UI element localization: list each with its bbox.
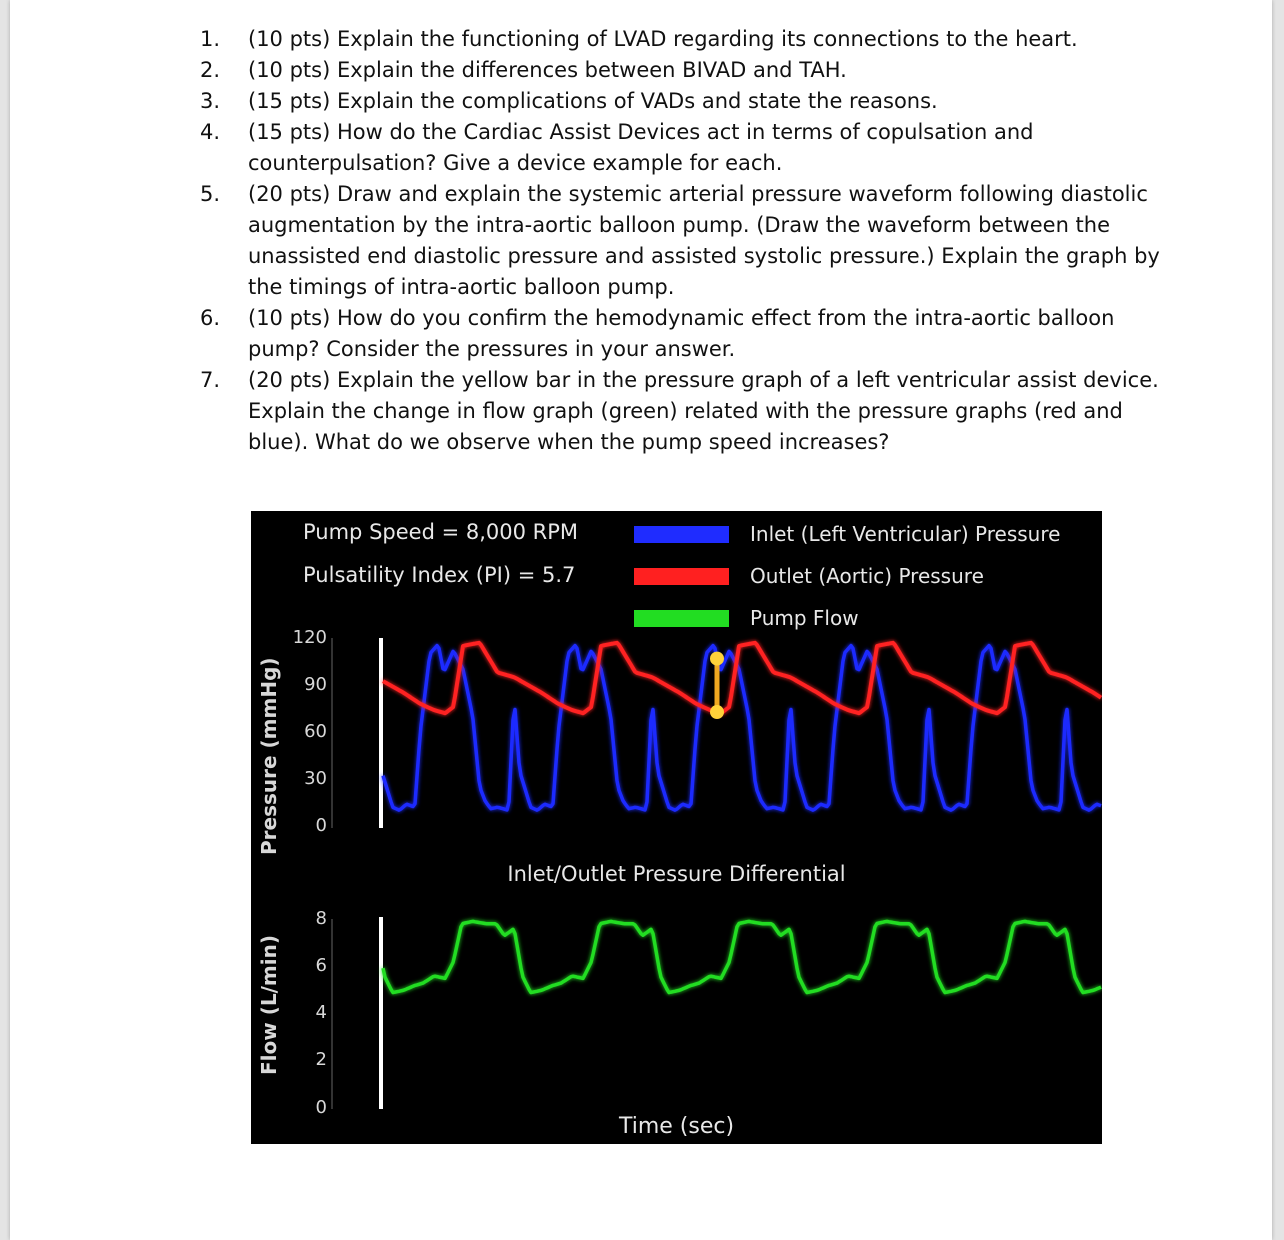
flow-axis-label: Flow (L/min) bbox=[257, 935, 281, 1075]
question-text: (10 pts) How do you confirm the hemodynamic effect from the intra-aortic balloon pump? Consider the pressures in your answer. bbox=[248, 306, 1115, 361]
pressure-tick-90: 90 bbox=[304, 674, 327, 695]
pump-speed-label: Pump Speed = 8,000 RPM bbox=[303, 520, 579, 544]
pressure-tick-120: 120 bbox=[292, 627, 327, 648]
question-text: (20 pts) Explain the yellow bar in the pressure graph of a left ventricular assist device. Explain the change in flow graph (green) related with the pressure graphs (red and blue). What do we observe when the pump speed increases? bbox=[248, 368, 1159, 454]
question-item bbox=[200, 86, 1160, 117]
question-number: 3. bbox=[200, 89, 221, 113]
flow-tick-4: 4 bbox=[315, 1002, 327, 1023]
inlet-left-ventricular-pressure-line bbox=[383, 646, 1101, 811]
flow-tick-0: 0 bbox=[315, 1097, 327, 1118]
question-text: (15 pts) How do the Cardiac Assist Devices act in terms of copulsation and counterpulsation? Give a device example for each. bbox=[248, 120, 1034, 175]
pressure-differential-label: Inlet/Outlet Pressure Differential bbox=[507, 862, 846, 886]
differential-bar-top-dot bbox=[710, 705, 724, 719]
flow-tick-2: 2 bbox=[315, 1049, 327, 1070]
pressure-tick-0: 0 bbox=[315, 815, 327, 836]
differential-bar-bottom-dot bbox=[710, 652, 724, 666]
pressure-tick-30: 30 bbox=[304, 768, 327, 789]
legend-label-flow: Pump Flow bbox=[750, 606, 859, 630]
pump-flow-line bbox=[383, 921, 1101, 992]
flow-tick-8: 8 bbox=[315, 908, 327, 929]
time-axis-label: Time (sec) bbox=[618, 1114, 735, 1139]
question-number: 4. bbox=[200, 120, 221, 144]
question-text: (15 pts) Explain the complications of VADs and state the reasons. bbox=[248, 89, 938, 113]
question-list bbox=[200, 24, 1160, 458]
question-text: (10 pts) Explain the differences between BIVAD and TAH. bbox=[248, 58, 847, 82]
question-item bbox=[200, 24, 1160, 55]
pressure-axis-label: Pressure (mmHg) bbox=[257, 657, 281, 855]
question-number: 1. bbox=[200, 27, 221, 51]
question-number: 5. bbox=[200, 182, 221, 206]
question-number: 7. bbox=[200, 368, 221, 392]
question-item bbox=[200, 117, 1160, 179]
legend-label-inlet: Inlet (Left Ventricular) Pressure bbox=[750, 522, 1061, 546]
question-item bbox=[200, 303, 1160, 365]
waveform-plot bbox=[251, 511, 1102, 1144]
question-number: 6. bbox=[200, 306, 221, 330]
question-text: (20 pts) Draw and explain the systemic arterial pressure waveform following diastolic augmentation by the intra-aortic balloon pump. (Draw the waveform between the unassisted end diastolic pressure and assisted systolic pressure.) Explain the graph by the timings of intra-aortic balloon pump. bbox=[248, 182, 1160, 299]
lvad-waveform-figure bbox=[251, 511, 1102, 1144]
question-item bbox=[200, 365, 1160, 458]
question-number: 2. bbox=[200, 58, 221, 82]
pressure-tick-60: 60 bbox=[304, 721, 327, 742]
flow-tick-6: 6 bbox=[315, 955, 327, 976]
question-item bbox=[200, 179, 1160, 303]
question-item bbox=[200, 55, 1160, 86]
pulsatility-index-label: Pulsatility Index (PI) = 5.7 bbox=[303, 563, 576, 587]
legend-label-outlet: Outlet (Aortic) Pressure bbox=[750, 564, 984, 588]
question-text: (10 pts) Explain the functioning of LVAD regarding its connections to the heart. bbox=[248, 27, 1078, 51]
